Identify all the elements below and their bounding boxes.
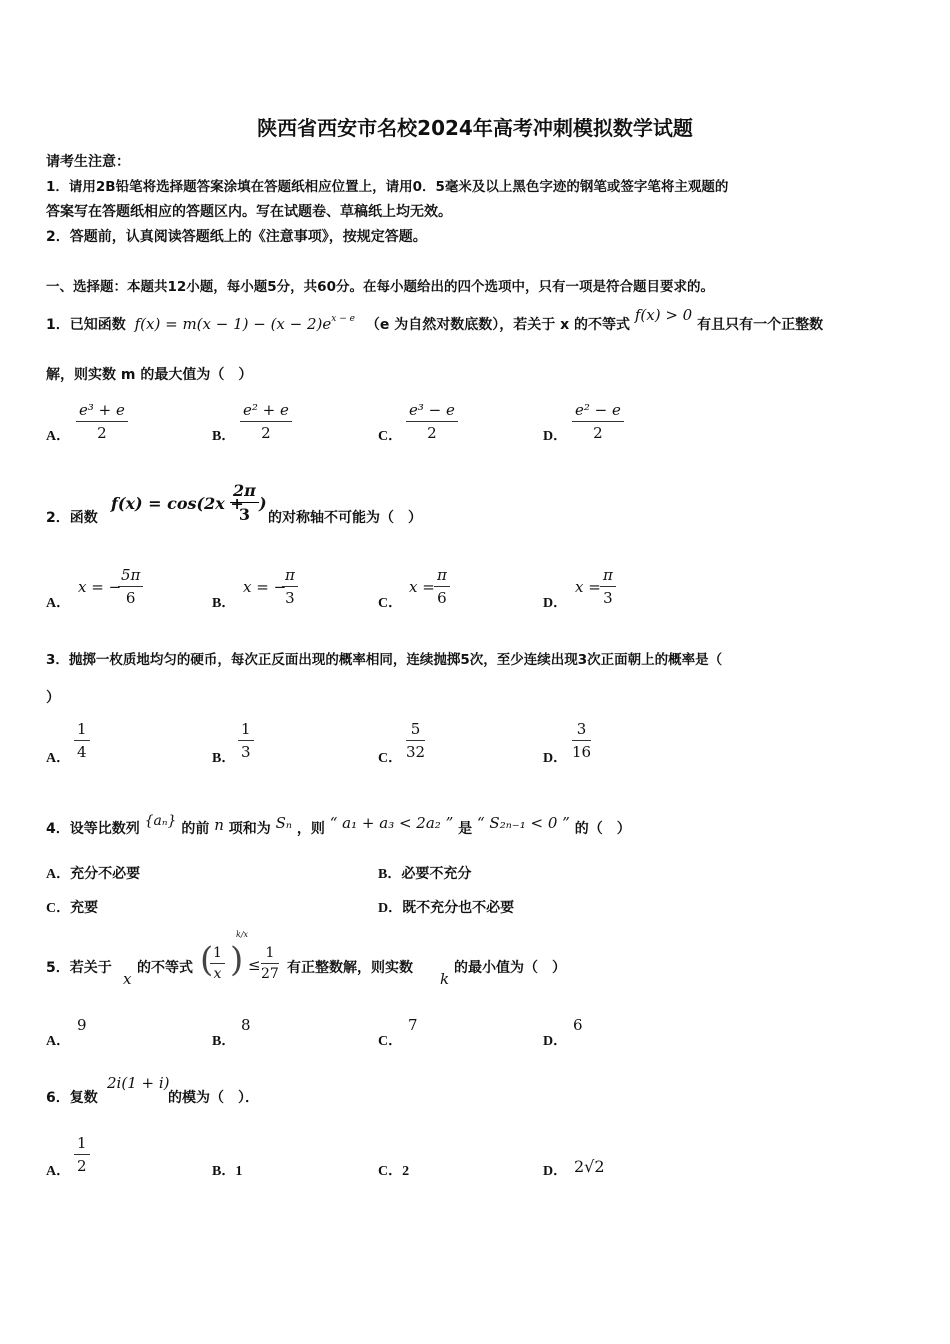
q2-tail: 的对称轴不可能为（ ） [268,510,422,526]
q5-rhs-fraction: 1 27 [261,945,279,982]
q2-option-b-fraction[interactable]: π 3 [282,566,298,607]
q3-option-a-value[interactable]: 1 4 [74,720,90,761]
notice-heading: 请考生注意： [46,154,130,170]
q6-tail: 的模为（ ）． [168,1090,259,1106]
q5-x: x [123,970,132,988]
q5-option-d-value[interactable]: 6 [573,1016,583,1034]
q6-number: 6．复数 [46,1090,98,1106]
q6-option-b[interactable]: B．1 [212,1164,243,1179]
q2-option-d-prefix[interactable]: x = [575,578,601,596]
q4-condition-1: “ a₁ + a₃ < 2a₂ ” [329,814,454,832]
q5-left-paren: ( [200,940,214,980]
q5-option-b-label[interactable]: B． [212,1034,236,1049]
q1-option-a-value[interactable]: e³ + e 2 [76,401,128,442]
q5-base-fraction: 1 x [210,945,225,982]
q5-exponent: k/x [236,930,249,939]
q1-option-d-label[interactable]: D． [543,429,568,444]
q2-option-c-fraction[interactable]: π 6 [434,566,450,607]
q4-text-5: 的（ ） [574,821,631,837]
q4-option-d[interactable]: D．既不充分也不必要 [378,900,515,916]
q4-condition-2: “ S₂ₙ₋₁ < 0 ” [477,814,570,832]
q1-option-c-label[interactable]: C． [378,429,403,444]
q4-text-4: 是 [458,821,473,837]
q1-option-a-label[interactable]: A． [46,429,71,444]
q5-option-c-label[interactable]: C． [378,1034,403,1049]
q2-option-a-label[interactable]: A． [46,596,71,611]
q2-option-b-prefix[interactable]: x = − [243,578,287,596]
question-1 [46,306,824,337]
q2-option-c-prefix[interactable]: x = [409,578,435,596]
q1-tail: 有且只有一个正整数 [697,317,824,333]
q1-option-d-value[interactable]: e² − e 2 [572,401,624,442]
q4-text-2: 项和为 [228,821,271,837]
q2-option-c-label[interactable]: C． [378,596,403,611]
q6-option-d-label[interactable]: D． [543,1164,568,1179]
question-4 [46,813,631,839]
q4-sum: Sₙ [275,814,292,832]
q2-option-a-prefix[interactable]: x = − [78,578,122,596]
q3-option-c-value[interactable]: 5 32 [406,720,426,761]
q5-option-a-value[interactable]: 9 [77,1016,87,1034]
q3-option-d-label[interactable]: D． [543,751,568,766]
q5-option-d-label[interactable]: D． [543,1034,568,1049]
q3-option-c-label[interactable]: C． [378,751,403,766]
q3-line-1: 3．抛掷一枚质地均匀的硬币，每次正反面出现的概率相同，连续抛掷5次，至少连续出现3次正面朝上的概率是（ [46,652,723,668]
q4-number: 4．设等比数列 [46,821,140,837]
q6-option-a-label[interactable]: A． [46,1164,71,1179]
q4-option-b[interactable]: B．必要不充分 [378,866,472,882]
q1-option-b-value[interactable]: e² + e 2 [240,401,292,442]
q1-number: 1．已知函数 [46,317,126,333]
q6-expression: 2i(1 + i) [107,1074,170,1092]
notice-line-2: 2．答题前，认真阅读答题纸上的《注意事项》，按规定答题。 [46,229,427,245]
notice-line-1a: 1．请用2B铅笔将选择题答案涂填在答题纸相应位置上，请用0．5毫米及以上黑色字迹的钢笔或签字笔将主观题的 [46,179,729,195]
q4-text-3: ，则 [296,821,325,837]
page-title: 陕西省西安市名校2024年高考冲刺模拟数学试题 [257,116,693,140]
q6-option-d-value[interactable]: 2√2 [574,1157,605,1176]
q5-text-1: 的不等式 [137,960,193,976]
notice-line-1b: 答案写在答题纸相应的答题区内。写在试题卷、草稿纸上均无效。 [46,204,452,220]
q2-option-d-label[interactable]: D． [543,596,568,611]
q5-option-a-label[interactable]: A． [46,1034,71,1049]
q2-option-b-label[interactable]: B． [212,596,236,611]
q2-phase-fraction: 2π 3 [230,481,259,524]
q5-le: ≤ [248,956,261,974]
q3-line-2: ） [46,690,60,706]
q1-option-c-value[interactable]: e³ − e 2 [406,401,458,442]
q3-option-d-value[interactable]: 3 16 [572,720,592,761]
q1-function: f(x) = m(x − 1) − (x − 2)e [134,315,332,333]
q5-k: k [440,970,450,988]
q1-exponent: x − e [331,314,355,324]
q4-option-a[interactable]: A．充分不必要 [46,866,141,882]
q5-option-b-value[interactable]: 8 [241,1016,251,1034]
section-heading: 一、选择题：本题共12小题，每小题5分，共60分。在每小题给出的四个选项中，只有一项是符合题目要求的。 [46,279,714,295]
q5-text-2: 有正整数解，则实数 [287,960,413,976]
q2-number: 2．函数 [46,510,98,526]
q3-option-b-value[interactable]: 1 3 [238,720,254,761]
q2-close-paren: ) [259,494,267,513]
q5-right-paren: ) [230,940,244,980]
q5-text-3: 的最小值为（ ） [454,960,566,976]
q4-n: n [214,816,224,834]
q3-option-b-label[interactable]: B． [212,751,236,766]
q2-option-a-fraction[interactable]: 5π 6 [118,566,143,607]
q1-inequality: f(x) > 0 [634,306,693,324]
q3-option-a-label[interactable]: A． [46,751,71,766]
q5-option-c-value[interactable]: 7 [408,1016,418,1034]
q2-function: f(x) = cos(2x + [111,494,244,513]
q1-condition: （e 为自然对数底数），若关于 x 的不等式 [365,317,630,333]
q4-option-c[interactable]: C．充要 [46,900,99,916]
q6-option-a-value[interactable]: 1 2 [74,1134,90,1175]
q2-option-d-fraction[interactable]: π 3 [600,566,616,607]
q1-option-b-label[interactable]: B． [212,429,236,444]
q5-number: 5．若关于 [46,960,112,976]
q6-option-c[interactable]: C．2 [378,1164,410,1179]
q1-line-2: 解，则实数 m 的最大值为（ ） [46,367,253,383]
q4-text-1: 的前 [181,821,210,837]
q4-sequence: {aₙ} [144,813,177,829]
